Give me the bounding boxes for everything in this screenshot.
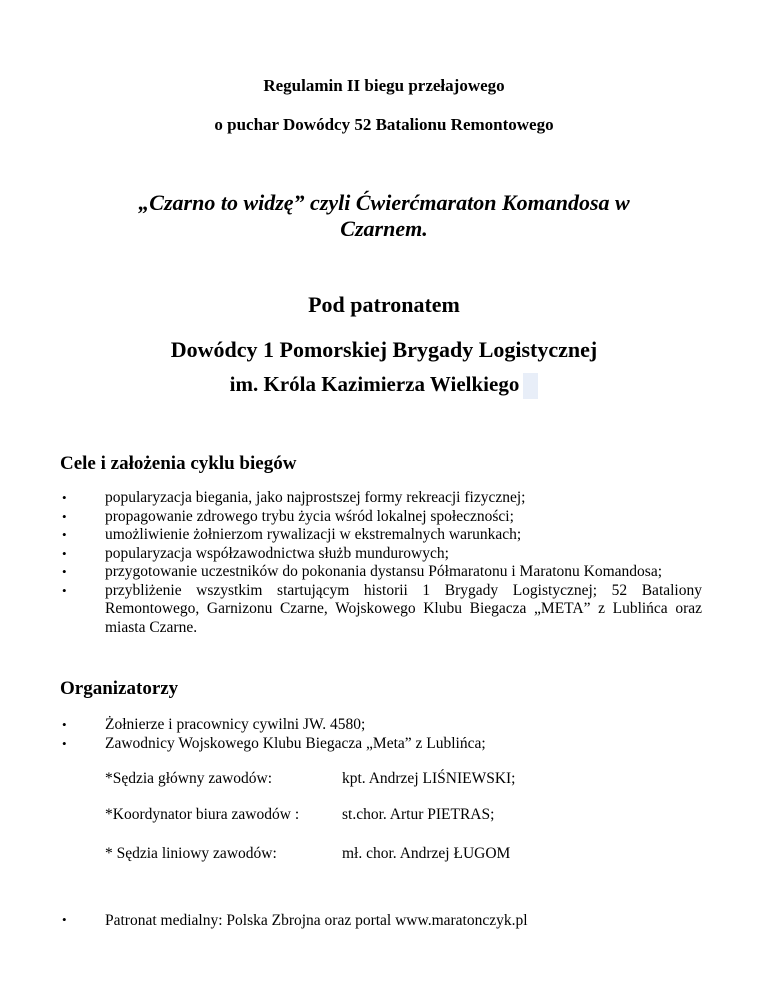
list-item-text: Zawodnicy Wojskowego Klubu Biegacza „Meta” z Lublińca; — [105, 734, 486, 752]
event-title-line-1: „Czarno to widzę” czyli Ćwierćmaraton Komandosa w — [138, 190, 630, 215]
doc-title-line-2: o puchar Dowódcy 52 Batalionu Remontowego — [214, 115, 554, 134]
list-item-text: popularyzacja współzawodnictwa służb mundurowych; — [105, 544, 449, 562]
bullet-icon: • — [62, 508, 67, 524]
event-title — [0, 190, 768, 242]
bullet-icon: • — [62, 912, 67, 927]
event-title-line-2: Czarnem. — [340, 216, 428, 241]
list-item-text: Żołnierze i pracownicy cywilni JW. 4580; — [105, 716, 366, 733]
list-item — [60, 526, 702, 545]
list-item — [60, 489, 702, 508]
bullet-icon: • — [62, 490, 67, 505]
list-item — [60, 563, 702, 582]
role-label: *Koordynator biura zawodów : — [105, 806, 300, 823]
list-item — [60, 508, 702, 527]
organizers-heading: Organizatorzy — [60, 678, 179, 699]
goals-heading: Cele i założenia cyklu biegów — [60, 453, 297, 474]
role-office-coordinator — [105, 806, 495, 824]
bullet-icon: • — [62, 564, 67, 579]
list-item — [60, 716, 702, 735]
patronage-subtitle-text: im. Króla Kazimierza Wielkiego — [229, 372, 520, 396]
list-item — [60, 582, 702, 638]
role-value: kpt. Andrzej LIŚNIEWSKI; — [342, 770, 516, 787]
list-item-text: popularyzacja biegania, jako najprostszej formy rekreacji fizycznej; — [105, 489, 526, 506]
role-chief-judge — [105, 770, 516, 788]
list-item-text: przygotowanie uczestników do pokonania dystansu Półmaratonu i Maratonu Komandosa; — [105, 563, 663, 580]
role-value: mł. chor. Andrzej ŁUGOM — [342, 845, 511, 862]
bullet-icon: • — [62, 735, 67, 751]
media-patronage-text: Patronat medialny: Polska Zbrojna oraz portal www.maratonczyk.pl — [105, 912, 528, 929]
bullet-icon: • — [62, 545, 67, 561]
list-item-text: przybliżenie wszystkim startującym historii 1 Brygady Logistycznej; 52 Bataliony Remontowego, Garnizonu Czarne, Wojskowego Klubu Biegacza „META” z Lublińca oraz miasta Czarne. — [105, 581, 702, 636]
bullet-icon: • — [62, 717, 67, 732]
patronage-subtitle — [0, 372, 768, 399]
list-item-text: propagowanie zdrowego trybu życia wśród lokalnej społeczności; — [105, 507, 514, 525]
role-line-judge — [105, 845, 511, 863]
goals-list — [60, 489, 702, 637]
list-item — [60, 545, 702, 564]
bullet-icon: • — [62, 527, 67, 542]
doc-title-line-1: Regulamin II biegu przełajowego — [263, 76, 505, 95]
role-label: *Sędzia główny zawodów: — [105, 770, 273, 787]
patronage-name: Dowódcy 1 Pomorskiej Brygady Logistycznej — [170, 337, 598, 362]
list-item — [60, 735, 702, 754]
organizers-list — [60, 716, 702, 753]
role-label: * Sędzia liniowy zawodów: — [105, 845, 277, 862]
role-value: st.chor. Artur PIETRAS; — [342, 806, 495, 823]
list-item-text: umożliwienie żołnierzom rywalizacji w ekstremalnych warunkach; — [105, 526, 522, 543]
text-cursor-highlight — [523, 373, 538, 399]
patronage-heading: Pod patronatem — [308, 292, 460, 317]
bullet-icon: • — [62, 582, 67, 598]
